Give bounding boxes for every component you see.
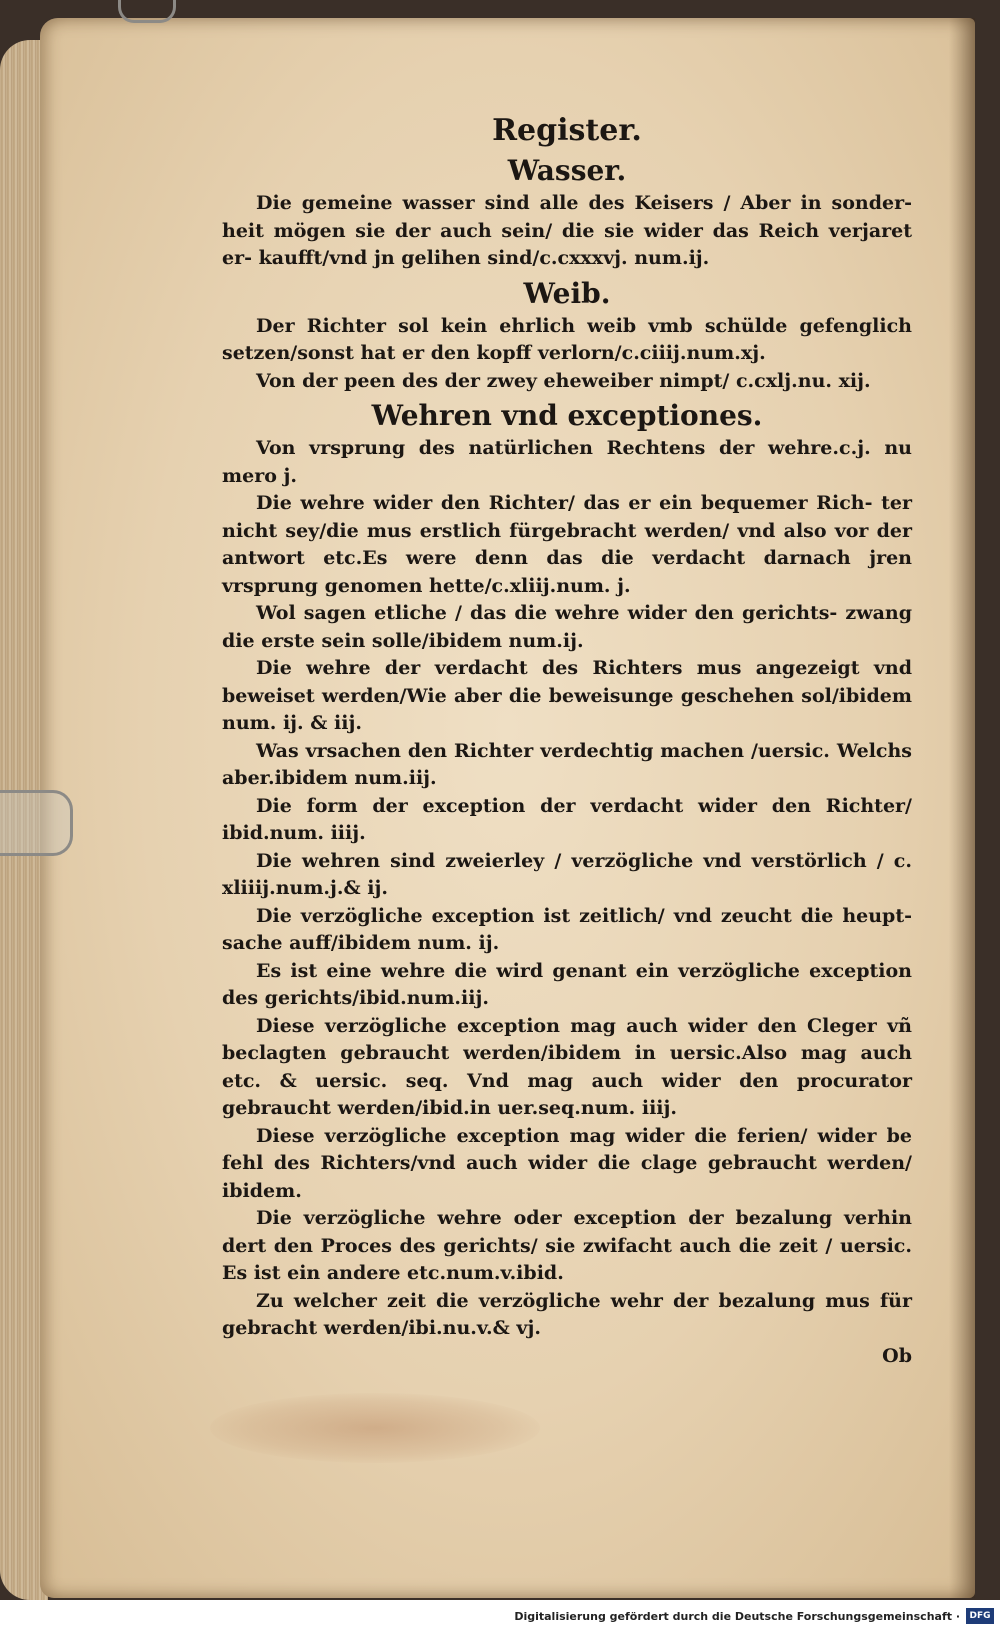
entry: Was vrsachen den Richter verdechtig machen /uersic. Welchs aber.ibidem num.iij. bbox=[222, 739, 912, 789]
entry: Von der peen des der zwey eheweiber nimpt/ c.cxlj.nu. xij. bbox=[256, 369, 871, 392]
entry: Die form der exception der verdacht wider den Richter/ ibid.num. iiij. bbox=[222, 794, 912, 844]
entry: Die gemeine wasser sind alle des Keisers / Aber in sonder- heit mögen sie der auch sein/ die sie wider das Reich verjaret er- kaufft/vnd jn gelihen sind/c.cxxxvj. num.ij. bbox=[222, 192, 912, 269]
entry: Die wehre der verdacht des Richters mus angezeigt vnd beweiset werden/Wie aber die beweisunge geschehen sol/ibidem num. ij. & iij. bbox=[222, 657, 912, 734]
entry: Die verzögliche exception ist zeitlich/ vnd zeucht die heupt- sache auff/ibidem num. ij. bbox=[222, 904, 912, 954]
entry: Von vrsprung des natürlichen Rechtens der wehre.c.j. nu mero j. bbox=[222, 437, 912, 487]
entry: Die verzögliche wehre oder exception der bezalung verhin dert den Proces des gerichts/ sie zwifacht auch die zeit / uersic. Es ist ein andere etc.num.v.ibid. bbox=[222, 1207, 912, 1284]
section-heading-wehren: Wehren vnd exceptiones. bbox=[371, 399, 763, 432]
dfg-logo-icon: DFG bbox=[966, 1608, 994, 1624]
section-heading-wasser: Wasser. bbox=[507, 154, 627, 187]
entry: Die wehren sind zweierley / verzögliche vnd verstörlich / c. xliiij.num.j.& ij. bbox=[222, 849, 912, 899]
catchword: Ob bbox=[882, 1344, 912, 1367]
entry: Die wehre wider den Richter/ das er ein bequemer Rich- ter nicht sey/die mus erstlich fürgebracht werden/ vnd also vor der antwort etc.Es were denn das die verdacht darnach jren vrsprung genomen hette/c.xliij.num. j. bbox=[222, 492, 912, 597]
entry: Der Richter sol kein ehrlich weib vmb schülde gefenglich setzen/sonst hat er den kopff verlorn/c.ciiij.num.xj. bbox=[222, 314, 912, 364]
entry: Es ist eine wehre die wird genant ein verzögliche exception des gerichts/ibid.num.iij. bbox=[222, 959, 912, 1009]
page-clip bbox=[0, 790, 73, 856]
section-heading-weib: Weib. bbox=[523, 276, 611, 310]
entry: Wol sagen etliche / das die wehre wider den gerichts- zwang die erste sein solle/ibidem num.ij. bbox=[222, 602, 912, 652]
page-clip-top bbox=[118, 0, 176, 23]
footer-credit: Digitalisierung gefördert durch die Deutsche Forschungsgemeinschaft · bbox=[514, 1610, 960, 1623]
page-stain bbox=[210, 1393, 540, 1463]
entry: Diese verzögliche exception mag wider die ferien/ wider be fehl des Richters/vnd auch wider die clage gebraucht werden/ ibidem. bbox=[222, 1124, 912, 1202]
page-gutter-shadow bbox=[949, 18, 975, 1598]
entry: Diese verzögliche exception mag auch wider den Cleger vñ beclagten gebraucht werden/ibidem in uersic.Also mag auch etc. & uersic. seq. Vnd mag auch wider den procurator gebraucht werden/ibid.in uer.seq.num. iiij. bbox=[222, 1014, 912, 1119]
page-text bbox=[222, 110, 912, 1370]
footer-bar bbox=[0, 1600, 1000, 1633]
register-title: Register. bbox=[492, 113, 642, 148]
entry: Zu welcher zeit die verzögliche wehr der bezalung mus für gebracht werden/ibi.nu.v.& vj. bbox=[222, 1289, 912, 1339]
